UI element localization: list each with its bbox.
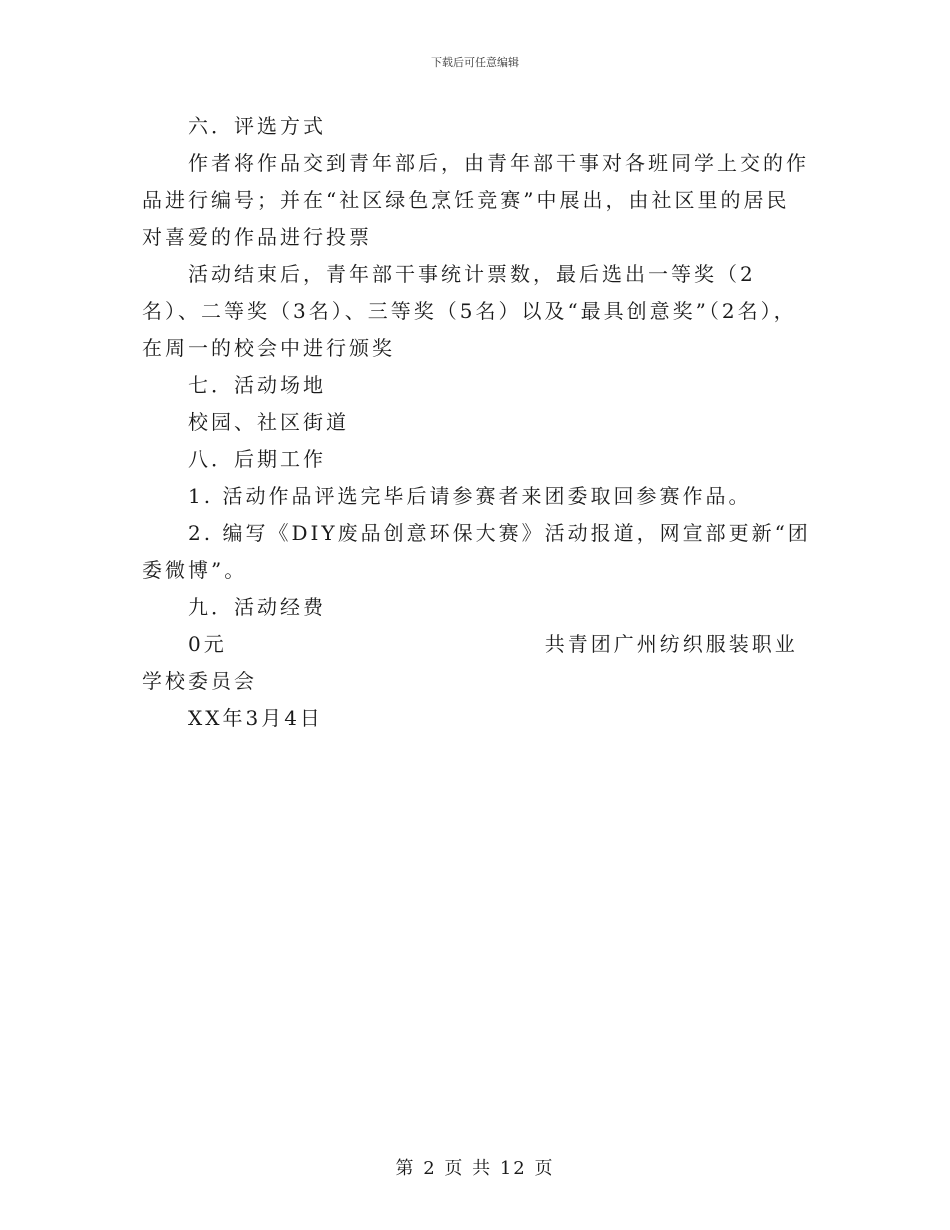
section-heading-evaluation: 六．评选方式 [188, 114, 326, 138]
signature-organization: 共青团广州纺织服装职业学校委员会 [142, 632, 798, 693]
document-body [142, 108, 812, 737]
section-heading-followup: 八．后期工作 [188, 447, 326, 471]
header-note: 下载后可任意编辑 [431, 56, 519, 69]
paragraph-venue: 校园、社区街道 [188, 410, 349, 434]
section-heading-funding: 九．活动经费 [188, 595, 326, 619]
paragraph-followup-2: 2. 编写《DIY废品创意环保大赛》活动报道，网宣部更新“团委微博”。 [142, 521, 811, 582]
page-number-footer: 第 2 页 共 12 页 [395, 1158, 555, 1179]
paragraph-followup-1: 1. 活动作品评选完毕后请参赛者来团委取回参赛作品。 [188, 484, 752, 508]
paragraph-award-result: 活动结束后，青年部干事统计票数，最后选出一等奖（2名）、二等奖（3名）、三等奖（5名）以及“最具创意奖”（2名），在周一的校会中进行颁奖 [142, 262, 797, 360]
section-heading-venue: 七．活动场地 [188, 373, 326, 397]
signature-date: XX年3月4日 [188, 706, 323, 730]
fee-amount: 0元 [188, 632, 227, 656]
fee-and-signature [142, 626, 812, 700]
paragraph-evaluation-method: 作者将作品交到青年部后，由青年部干事对各班同学上交的作品进行编号；并在“社区绿色烹饪竞赛”中展出，由社区里的居民对喜爱的作品进行投票 [142, 151, 809, 249]
